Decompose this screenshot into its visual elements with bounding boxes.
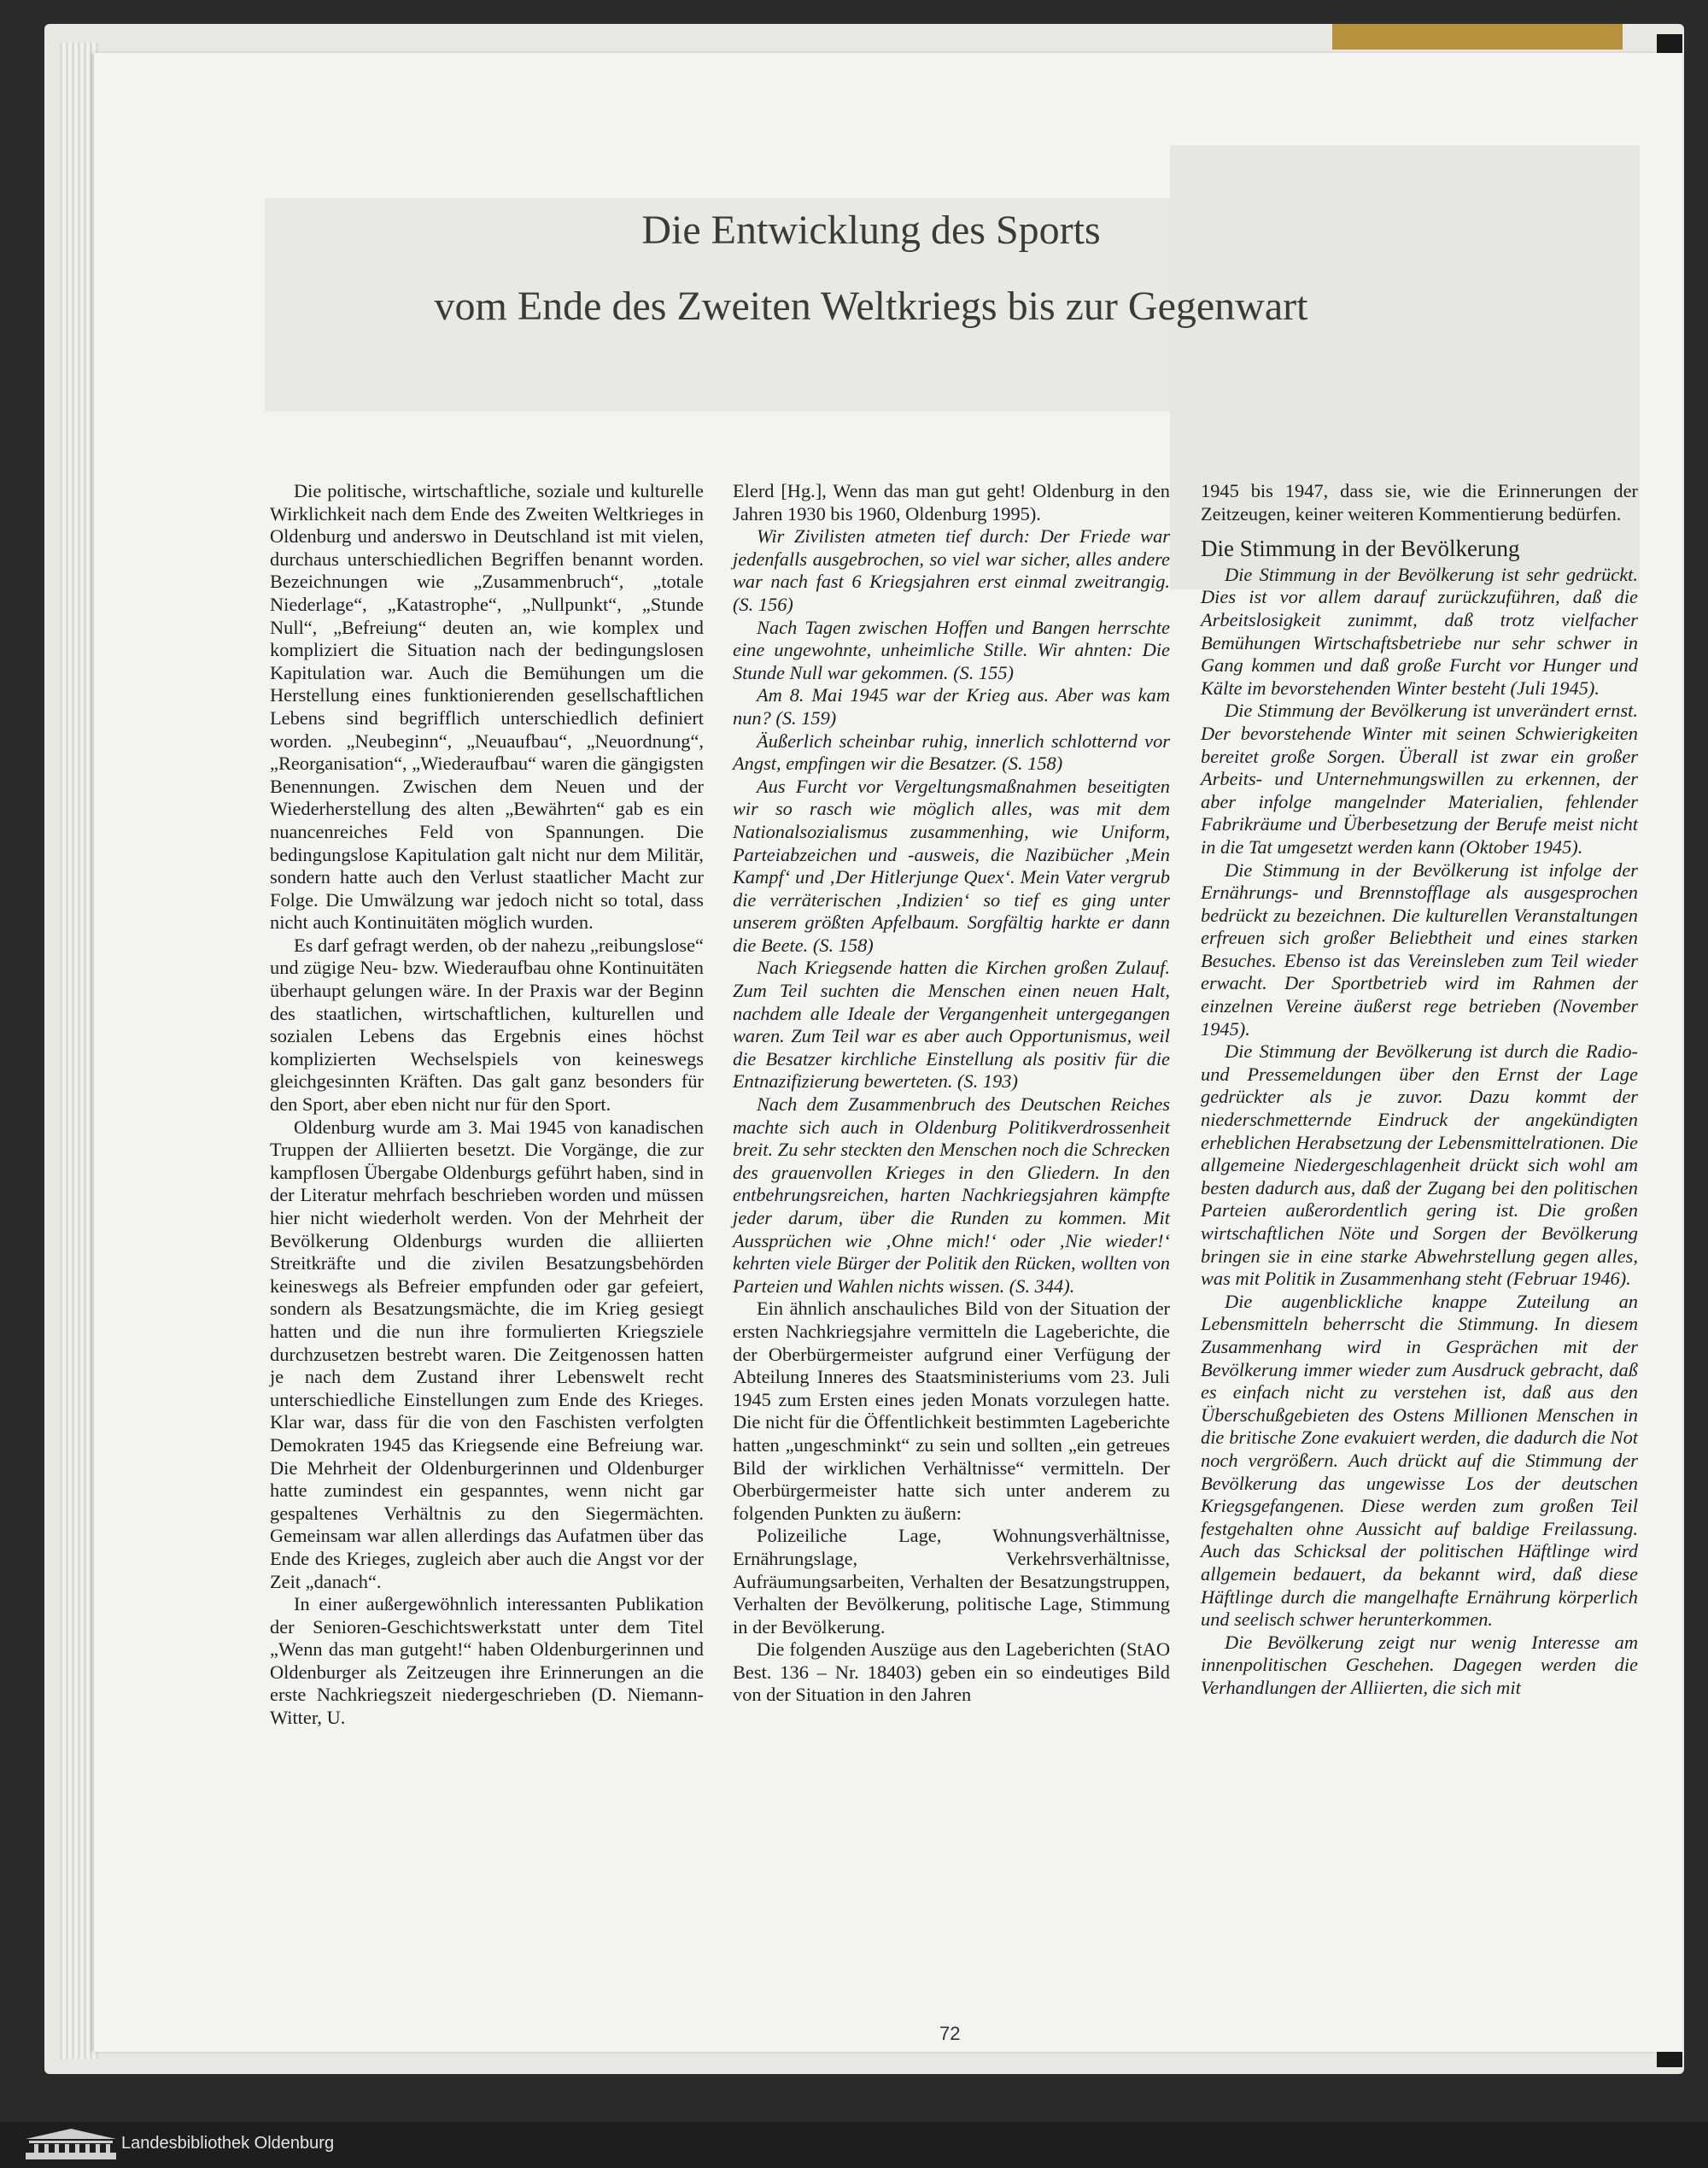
paragraph: Die Bevölkerung zeigt nur wenig Interesse am innenpolitischen Geschehen. Dagegen werden die Verhandlungen der Alliierten, die sich mit: [1201, 1631, 1638, 1698]
paragraph: Nach dem Zusammenbruch des Deutschen Reiches machte sich auch in Oldenburg Politikverdrossenheit breit. Zu sehr steckten den Menschen noch die Schrecken des grauenvollen Krieges in den Gliedern. In den entbehrungsreichen, harten Nachkriegsjahren kämpfte jeder darum, über die Runden zu kommen. Mit Aussprüchen wie ‚Ohne mich!‘ oder ‚Nie wieder!‘ kehrten viele Bürger der Politik den Rücken, wollten von Parteien und Wahlen nichts wissen. (S. 344).: [733, 1093, 1170, 1297]
paragraph: Äußerlich scheinbar ruhig, innerlich schlotternd vor Angst, empfingen wir die Besatzer. (S. 158): [733, 730, 1170, 775]
paragraph: Ein ähnlich anschauliches Bild von der Situation der ersten Nachkriegsjahre vermitteln die Lageberichte, die der Oberbürgermeister aufgrund einer Verfügung der Abteilung Inneres des Staatsministeriums vom 23. Juli 1945 zum Ersten eines jeden Monats vorzulegen hatte. Die nicht für die Öffentlichkeit bestimmten Lageberichte hatten „ungeschminkt“ zu sein und sollten „ein getreues Bild der wirklichen Verhältnisse“ vermitteln. Der Oberbürgermeister hatte sich unter anderem zu folgenden Punkten zu äußern:: [733, 1298, 1170, 1524]
paragraph: Die Stimmung in der Bevölkerung ist sehr gedrückt. Dies ist vor allem darauf zurückzuführen, daß die Arbeitslosigkeit zunimmt, daß trotz vielfacher Bemühungen Wirtschaftsbetriebe nur sehr schwer in Gang kommen und daß große Furcht vor Hunger und Kälte im bevorstehenden Winter besteht (Juli 1945).: [1201, 563, 1638, 699]
paragraph: Aus Furcht vor Vergeltungsmaßnahmen beseitigten wir so rasch wie möglich alles, was mit dem Nationalsozialismus zusammenhing, wie Uniform, Parteiabzeichen und -ausweis, die Nazibücher ‚Mein Kampf‘ und ‚Der Hitlerjunge Quex‘. Mein Vater vergrub die verräterischen ‚Indizien‘ so tief es ging unter unserem größten Apfelbaum. Sorgfältig harkte er dann die Beete. (S. 158): [733, 775, 1170, 956]
paragraph: Die augenblickliche knappe Zuteilung an Lebensmitteln beherrscht die Stimmung. In diesem Zusammenhang wird in Gesprächen mit der Bevölkerung immer wieder zum Ausdruck gebracht, daß es einfach nicht zu verstehen ist, daß aus den Überschußgebieten des Ostens Millionen Menschen in die britische Zone evakuiert werden, die dadurch die Not noch vergrößern. Auch drückt auf die Stimmung der Bevölkerung das ungewisse Los der deutschen Kriegsgefangenen. Diese werden zum großen Teil festgehalten ohne Aussicht auf baldige Freilassung. Auch das Schicksal der politischen Häftlinge wird allgemein bedauert, da bekannt wird, daß diese Häftlinge durch die mangelhafte Ernährung körperlich und seelisch schwer herunterkommen.: [1201, 1290, 1638, 1631]
book-gold-trim: [1332, 24, 1623, 50]
paragraph: In einer außergewöhnlich interessanten Publikation der Senioren-Geschichtswerkstatt unter dem Titel „Wenn das man gutgeht!“ haben Oldenburgerinnen und Oldenburger als Zeitzeugen ihre Erinnerungen an die erste Nachkriegszeit niedergeschrieben (D. Niemann-Witter, U.: [270, 1593, 704, 1729]
paragraph: Die politische, wirtschaftliche, soziale und kulturelle Wirklichkeit nach dem Ende des Zweiten Weltkrieges in Oldenburg und anderswo in Deutschland ist mit vielen, durchaus unterschiedlichen Begriffen benannt worden. Bezeichnungen wie „Zusammenbruch“, „totale Niederlage“, „Katastrophe“, „Nullpunkt“, „Stunde Null“, „Befreiung“ deuten an, wie komplex und kompliziert die Situation nach der bedingungslosen Kapitulation war. Auch die Bemühungen um die Herstellung eines funktionierenden gesellschaftlichen Lebens sind begrifflich unterschiedlich definiert worden. „Neubeginn“, „Neuaufbau“, „Neuordnung“, „Reorganisation“, „Wiederaufbau“ waren die gängigsten Benennungen. Zwischen dem Neuen und der Wiederherstellung des alten „Bewährten“ gab es ein nuancenreiches Feld von Spannungen. Die bedingungslose Kapitulation galt nicht nur dem Militär, sondern hatte auch den Verlust staatlicher Macht zur Folge. Die Umwälzung war jedoch nicht so total, dass nicht auch Kontinuitäten möglich wurden.: [270, 480, 704, 934]
paragraph: Nach Kriegsende hatten die Kirchen großen Zulauf. Zum Teil suchten die Menschen einen neuen Halt, nachdem alle Ideale der Vergangenheit untergegangen waren. Zum Teil war es aber auch Opportunismus, weil die Besatzer kirchliche Einstellung als positiv für die Entnazifizierung bewerteten. (S. 193): [733, 957, 1170, 1093]
text-column-3: [1201, 480, 1638, 1699]
paragraph: Die Stimmung in der Bevölkerung ist infolge der Ernährungs- und Brennstofflage als ausgesprochen bedrückt zu bezeichnen. Die kulturellen Veranstaltungen erfreuen sich großer Beliebtheit und eines starken Besuches. Ebenso ist das Vereinsleben zum Teil wieder erwacht. Der Sportbetrieb wird im Rahmen der einzelnen Vereine äußerst rege betrieben (November 1945).: [1201, 858, 1638, 1040]
text-column-1: [270, 480, 704, 1730]
paragraph: Polizeiliche Lage, Wohnungsverhältnisse, Ernährungslage, Verkehrsverhältnisse, Aufräumungsarbeiten, Verhalten der Besatzungstruppen, Verhalten der Bevölkerung, politische Lage, Stimmung in der Bevölkerung.: [733, 1525, 1170, 1638]
paragraph: Die Stimmung der Bevölkerung ist unverändert ernst. Der bevorstehende Winter mit seinen Schwierigkeiten bereitet große Sorgen. Überall ist zwar ein großer Arbeits- und Unternehmungswillen zu erkennen, der aber infolge mangelnder Materialien, fehlender Fabrikräume und Überbesetzung der Berufe meist nicht in die Tat umgesetzt werden kann (Oktober 1945).: [1201, 700, 1638, 858]
paragraph: Die Stimmung der Bevölkerung ist durch die Radio- und Pressemeldungen über den Ernst der Lage gedrückter als je zuvor. Dazu kommt der niederschmetternde Eindruck der angekündigten erheblichen Herabsetzung der Lebensmittelrationen. Die allgemeine Niedergeschlagenheit drückt sich wohl am besten dadurch aus, daß der Zugang bei den politischen Parteien außerordentlich gering ist. Die großen wirtschaftlichen Nöte und Sorgen der Bevölkerung bringen sie in eine starke Abwehrstellung gegen alles, was mit Politik in Zusammenhang steht (Februar 1946).: [1201, 1040, 1638, 1290]
paragraph: Wir Zivilisten atmeten tief durch: Der Friede war jedenfalls ausgebrochen, so viel war sicher, alles andere war nach fast 6 Kriegsjahren erst einmal zweitrangig. (S. 156): [733, 525, 1170, 615]
paragraph: Nach Tagen zwischen Hoffen und Bangen herrschte eine ungewohnte, unheimliche Stille. Wir ahnten: Die Stunde Null war gekommen. (S. 155): [733, 616, 1170, 683]
text-column-2: [733, 480, 1170, 1707]
paragraph: Elerd [Hg.], Wenn das man gut geht! Oldenburg in den Jahren 1930 bis 1960, Oldenburg 1995).: [733, 480, 1170, 524]
paragraph: 1945 bis 1947, dass sie, wie die Erinnerungen der Zeitzeugen, keiner weiteren Kommentierung bedürfen.: [1201, 480, 1638, 524]
paragraph: Die folgenden Auszüge aus den Lageberichten (StAO Best. 136 – Nr. 18403) geben ein so eindeutiges Bild von der Situation in den Jahren: [733, 1638, 1170, 1706]
section-heading: Die Stimmung in der Bevölkerung: [1201, 536, 1520, 562]
library-building-icon: [24, 2127, 118, 2163]
paragraph: Es darf gefragt werden, ob der nahezu „reibungslose“ und zügige Neu- bzw. Wiederaufbau ohne Kontinuitäten überhaupt gelungen wäre. In der Praxis war der Beginn des staatlichen, wirtschaftlichen, kulturellen und sozialen Lebens das Ergebnis eines höchst komplizierten Wechselspiels von keineswegs gleichgesinnten Kräften. Das galt ganz besonders für den Sport, aber eben nicht nur für den Sport.: [270, 934, 704, 1116]
paragraph: Am 8. Mai 1945 war der Krieg aus. Aber was kam nun? (S. 159): [733, 684, 1170, 729]
page-number: 72: [939, 2023, 961, 2044]
page-edges: [60, 43, 98, 2059]
title-line-1: Die Entwicklung des Sports: [641, 208, 1101, 253]
paragraph: Oldenburg wurde am 3. Mai 1945 von kanadischen Truppen der Alliierten besetzt. Die Vorgänge, die zur kampflosen Übergabe Oldenburgs geführt haben, sind in der Literatur mehrfach beschrieben worden und müssen hier nicht wiederholt werden. Von der Mehrheit der Bevölkerung Oldenburgs wurden die alliierten Streitkräfte und die zivilen Besatzungsbehörden keineswegs als Befreier empfunden oder gar gefeiert, sondern als Besatzungsmächte, die im Krieg gesiegt hatten und die nun ihre formulierten Kriegsziele durchzusetzen bestrebt waren. Die Zeitgenossen hatten je nach dem Zustand ihrer Lebenswelt recht unterschiedliche Einstellungen zum Ende des Krieges. Klar war, dass für die von den Faschisten verfolgten Demokraten 1945 das Kriegsende eine Befreiung war. Die Mehrheit der Oldenburgerinnen und Oldenburger hatte zumindest ein gespanntes, wenn nicht gar gespaltenes Verhältnis zu den Siegermächten. Gemeinsam war allen allerdings das Aufatmen über das Ende des Krieges, zugleich aber auch die Angst vor der Zeit „danach“.: [270, 1116, 704, 1592]
section-body: [1201, 564, 1638, 1700]
article-title: [265, 198, 1477, 330]
library-name: Landesbibliothek Oldenburg: [121, 2134, 335, 2153]
title-line-2: vom Ende des Zweiten Weltkriegs bis zur Gegenwart: [434, 284, 1308, 329]
